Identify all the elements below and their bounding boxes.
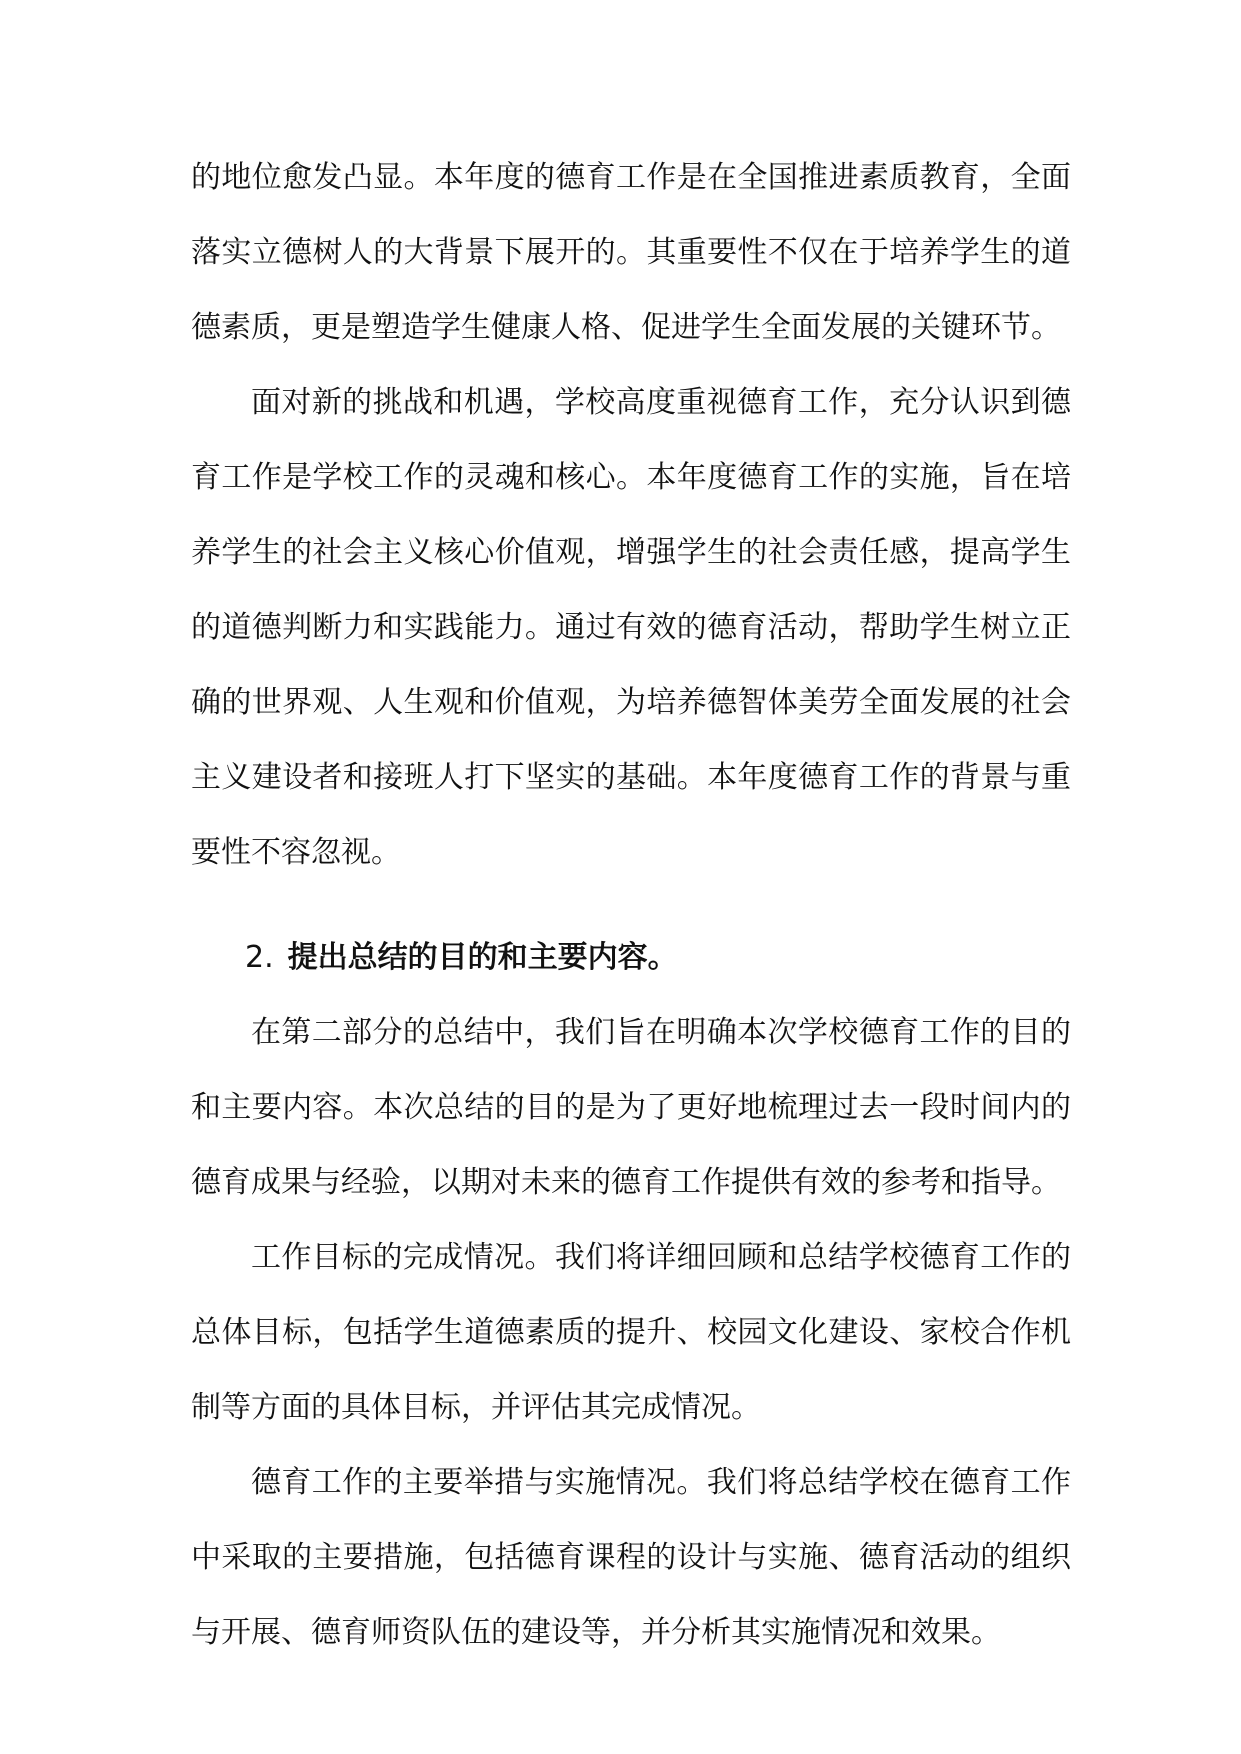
section-number: 2.	[245, 940, 274, 975]
section-title: 提出总结的目的和主要内容。	[287, 940, 678, 975]
paragraph-continuation: 的地位愈发凸显。本年度的德育工作是在全国推进素质教育，全面落实立德树人的大背景下展开的。其重要性不仅在于培养学生的道德素质，更是塑造学生健康人格、促进学生全面发展的关键环节。	[191, 160, 1071, 345]
paragraph-measures: 德育工作的主要举措与实施情况。我们将总结学校在德育工作中采取的主要措施，包括德育课程的设计与实施、德育活动的组织与开展、德育师资队伍的建设等，并分析其实施情况和效果。	[191, 1465, 1071, 1650]
paragraph-purpose: 在第二部分的总结中，我们旨在明确本次学校德育工作的目的和主要内容。本次总结的目的是为了更好地梳理过去一段时间内的德育成果与经验，以期对未来的德育工作提供有效的参考和指导。	[191, 1015, 1071, 1200]
paragraph-background: 面对新的挑战和机遇，学校高度重视德育工作，充分认识到德育工作是学校工作的灵魂和核心。本年度德育工作的实施，旨在培养学生的社会主义核心价值观，增强学生的社会责任感，提高学生的道德判断力和实践能力。通过有效的德育活动，帮助学生树立正确的世界观、人生观和价值观，为培养德智体美劳全面发展的社会主义建设者和接班人打下坚实的基础。本年度德育工作的背景与重要性不容忽视。	[191, 385, 1071, 870]
document-page	[191, 140, 1071, 1670]
paragraph-goals: 工作目标的完成情况。我们将详细回顾和总结学校德育工作的总体目标，包括学生道德素质的提升、校园文化建设、家校合作机制等方面的具体目标，并评估其完成情况。	[191, 1240, 1071, 1425]
section-heading	[191, 920, 1071, 995]
